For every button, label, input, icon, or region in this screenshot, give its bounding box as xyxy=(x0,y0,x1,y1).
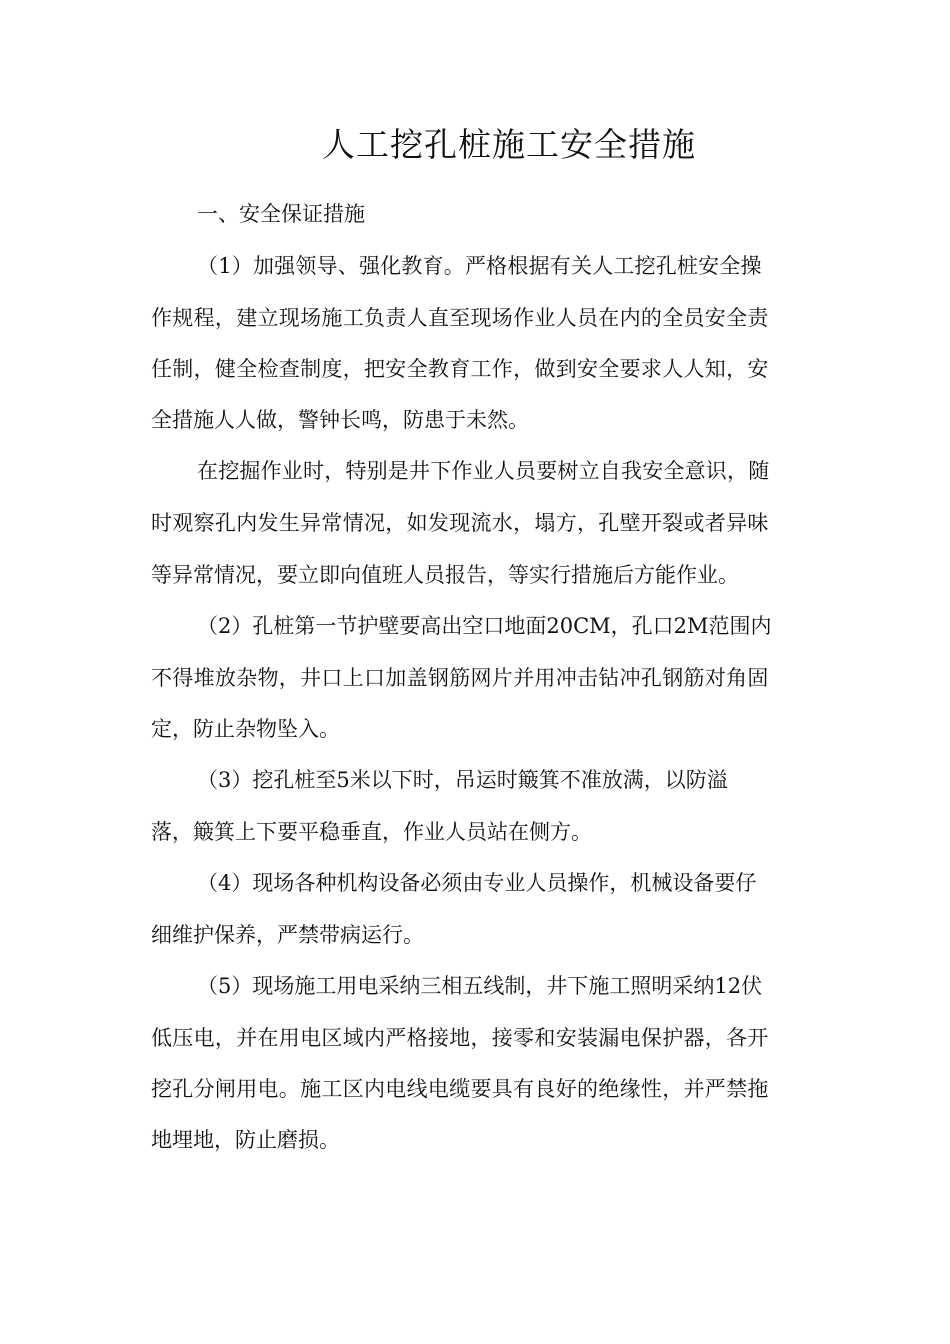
document-title: 人工挖孔桩施工安全措施 xyxy=(322,125,696,164)
paragraph-line: 地埋地，防止磨损。 xyxy=(151,1128,340,1152)
paragraph-line: 细维护保养，严禁带病运行。 xyxy=(151,923,424,947)
paragraph-line: 等异常情况，要立即向值班人员报告，等实行措施后方能作业。 xyxy=(151,563,739,587)
paragraph-line: 定，防止杂物坠入。 xyxy=(151,717,340,741)
paragraph-line: 时观察孔内发生异常情况，如发现流水，塌方，孔壁开裂或者异味 xyxy=(151,511,769,535)
paragraph-line: 任制，健全检查制度，把安全教育工作，做到安全要求人人知，安 xyxy=(151,357,769,381)
paragraph-line: （4）现场各种机构设备必须由专业人员操作，机械设备要仔 xyxy=(197,871,757,895)
paragraph-line: 在挖掘作业时，特别是井下作业人员要树立自我安全意识，随 xyxy=(197,459,770,483)
paragraph-line: （2）孔桩第一节护壁要高出空口地面20CM，孔口2M范围内 xyxy=(197,614,772,638)
paragraph-line: 挖孔分闸用电。施工区内电线电缆要具有良好的绝缘性，并严禁拖 xyxy=(151,1077,769,1101)
paragraph-line: （5）现场施工用电采纳三相五线制，井下施工照明采纳12伏 xyxy=(197,974,763,998)
paragraph-line: （1）加强领导、强化教育。严格根据有关人工挖孔桩安全操 xyxy=(197,254,762,278)
paragraph-line: 作规程，建立现场施工负责人直至现场作业人员在内的全员安全责 xyxy=(151,306,769,330)
paragraph-line: 低压电，并在用电区域内严格接地，接零和安装漏电保护器，各开 xyxy=(151,1026,769,1050)
paragraph-line: 不得堆放杂物，井口上口加盖钢筋网片并用冲击钻冲孔钢筋对角固 xyxy=(151,666,769,690)
paragraph-line: 全措施人人做，警钟长鸣，防患于未然。 xyxy=(151,408,529,432)
section-heading: 一、安全保证措施 xyxy=(197,202,365,226)
paragraph-line: 落，簸箕上下要平稳垂直，作业人员站在侧方。 xyxy=(151,820,592,844)
paragraph-line: （3）挖孔桩至5米以下时，吊运时簸箕不准放满，以防溢 xyxy=(197,768,728,792)
